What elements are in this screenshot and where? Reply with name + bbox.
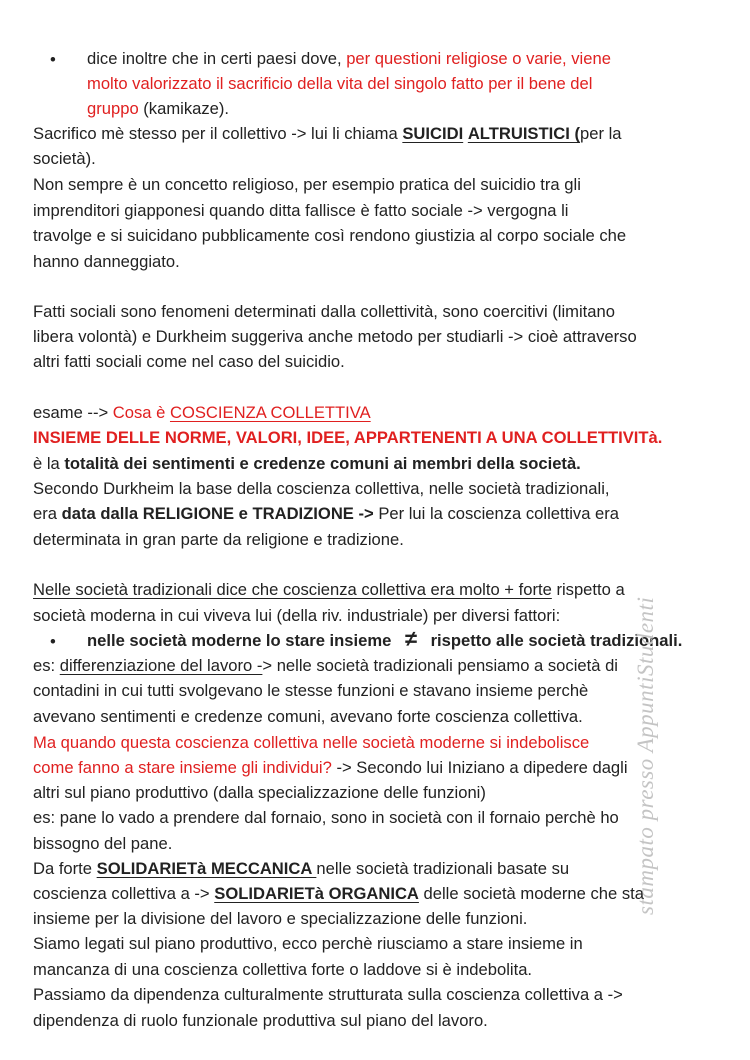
text-line: era data dalla RELIGIONE e TRADIZIONE -> Per lui la coscienza collettiva era (33, 504, 620, 523)
text-line: Ma quando questa coscienza collettiva nelle società moderne si indebolisce (33, 733, 590, 752)
text-line: imprenditori giapponesi quando ditta fallisce è fatto sociale -> vergogna li (33, 201, 569, 220)
text-line: nelle società moderne lo stare insieme ≠ rispetto alle società tradizionali. (87, 626, 683, 651)
watermark: stampato presso AppuntiStudenti (633, 596, 658, 915)
text-line: altri fatti sociali come nel caso del suicidio. (33, 352, 345, 371)
solidarieta-organica-term: SOLIDARIETà ORGANICA (214, 884, 419, 903)
definition-line: INSIEME DELLE NORME, VALORI, IDEE, APPARTENENTI A UNA COLLETTIVITà. (33, 428, 663, 447)
altruistici-term: ALTRUISTICI ( (467, 124, 580, 143)
bullet-marker: • (50, 50, 56, 69)
text-line: altri sul piano produttivo (dalla specializzazione delle funzioni) (33, 783, 486, 802)
text-line: dipendenza di ruolo funzionale produttiva sul piano del lavoro. (33, 1011, 488, 1030)
text-line: dice inoltre che in certi paesi dove, per questioni religiose o varie, viene (87, 49, 611, 68)
text-line: Da forte SOLIDARIETà MECCANICA nelle società tradizionali basate su (33, 859, 570, 878)
text-line: è la totalità dei sentimenti e credenze comuni ai membri della società. (33, 454, 581, 473)
suicidi-term: SUICIDI (402, 124, 464, 143)
heading-coscienza-collettiva: COSCIENZA COLLETTIVA (169, 403, 371, 422)
text-line: coscienza collettiva a -> SOLIDARIETà ORGANICA delle società moderne che sta (33, 884, 644, 903)
text-line: Passiamo da dipendenza culturalmente strutturata sulla coscienza collettiva a -> (33, 985, 623, 1004)
text-line: mancanza di una coscienza collettiva forte o laddove si è indebolita. (33, 960, 533, 979)
text-line: es: pane lo vado a prendere dal fornaio, sono in società con il fornaio perchè ho (33, 808, 619, 827)
text-line: libera volontà) e Durkheim suggeriva anche metodo per studiarli -> cioè attraverso (33, 327, 637, 346)
text-line: Sacrifico mè stesso per il collettivo -> lui li chiama SUICIDI ALTRUISTICI (per la (33, 124, 622, 143)
text-line: società moderna in cui viveva lui (della riv. industriale) per diversi fattori: (33, 606, 561, 625)
solidarieta-meccanica-term: SOLIDARIETà MECCANICA (96, 859, 317, 878)
text-line: insieme per la divisione del lavoro e specializzazione delle funzioni. (33, 909, 528, 928)
text-line: Siamo legati sul piano produttivo, ecco perchè riusciamo a stare insieme in (33, 934, 583, 953)
text-line: es: differenziazione del lavoro -> nelle società tradizionali pensiamo a società di (33, 656, 618, 675)
not-equal-icon: ≠ (404, 626, 417, 651)
text-line: contadini in cui tutti svolgevano le stesse funzioni e stavano insieme perchè (33, 681, 589, 700)
text-line: Fatti sociali sono fenomeni determinati dalla collettività, sono coercitivi (limitano (33, 302, 615, 321)
text-line: hanno danneggiato. (33, 252, 180, 271)
text-line: Secondo Durkheim la base della coscienza collettiva, nelle società tradizionali, (33, 479, 610, 498)
bullet-marker: • (50, 632, 56, 651)
text-line: società). (33, 149, 96, 168)
text-line: bissogno del pane. (33, 834, 173, 853)
text-line: avevano sentimenti e credenze comuni, avevano forte coscienza collettiva. (33, 707, 583, 726)
text-line: gruppo (kamikaze). (87, 99, 230, 118)
text-line: esame --> Cosa è COSCIENZA COLLETTIVA (33, 403, 371, 422)
text-line: come fanno a stare insieme gli individui? -> Secondo lui Iniziano a dipedere dagli (33, 758, 628, 777)
text-line: determinata in gran parte da religione e tradizione. (33, 530, 404, 549)
text-line: travolge e si suicidano pubblicamente così rendono giustizia al corpo sociale che (33, 226, 627, 245)
text-line: Non sempre è un concetto religioso, per esempio pratica del suicidio tra gli (33, 175, 581, 194)
text-line: Nelle società tradizionali dice che coscienza collettiva era molto + forte rispetto a (33, 580, 625, 599)
text-line: molto valorizzato il sacrificio della vita del singolo fatto per il bene del (87, 74, 593, 93)
